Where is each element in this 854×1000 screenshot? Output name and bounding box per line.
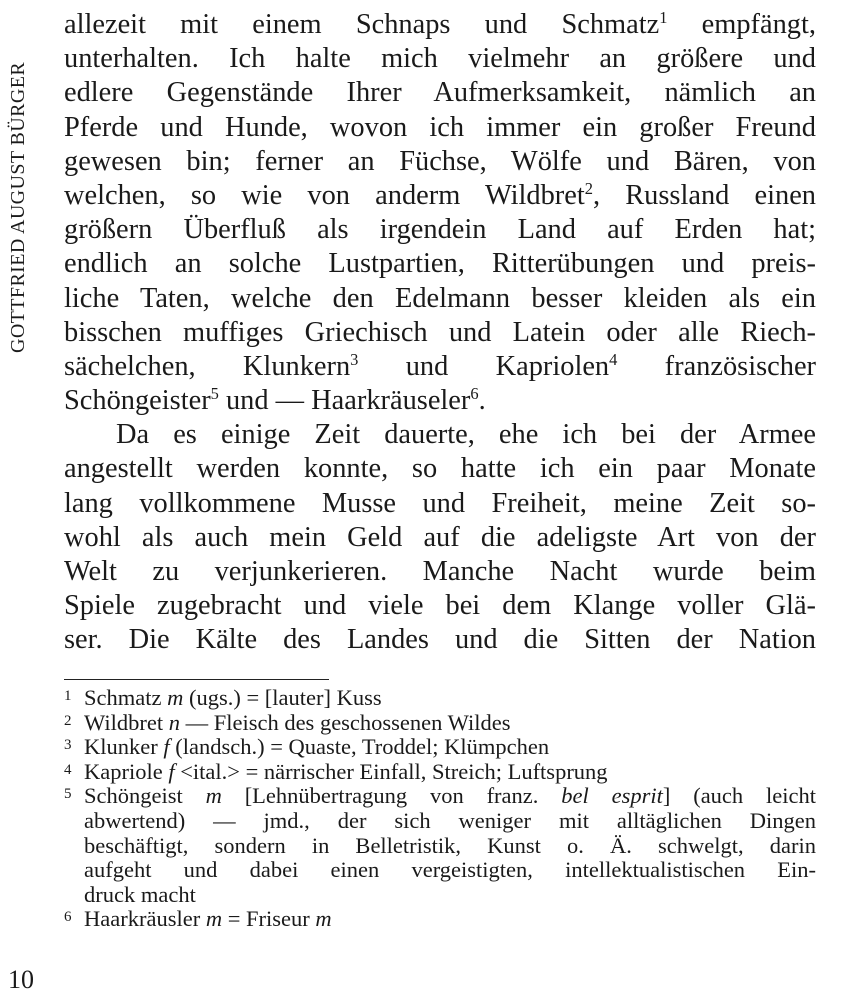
footnote-2 (64, 711, 816, 736)
footnote-text: Klunker f (landsch.) = Quaste, Troddel; Klümpchen (84, 734, 550, 760)
text-line: gewesen bin; ferner an Füchse, Wölfe und Bären, von (64, 145, 816, 177)
body-text (64, 8, 816, 658)
text-line: Spiele zugebracht und viele bei dem Klange voller Glä- (64, 590, 816, 622)
footnote-number: 4 (64, 761, 72, 778)
footnote-ref[interactable]: 2 (584, 178, 593, 198)
footnote-number: 5 (64, 786, 72, 803)
footnote-text: abwertend) — jmd., der sich weniger mit alltäglichen Dingen (84, 807, 816, 833)
footnote-ref[interactable]: 4 (609, 349, 618, 369)
text-line: Schöngeister$^5$ und — Haarkräuseler$^6$. (64, 383, 486, 417)
text-line: wohl als auch mein Geld auf die adeligste Art von der (64, 521, 816, 553)
footnote-text: Schöngeist m [Lehnübertragung von franz. bel esprit] (auch leicht (84, 783, 816, 809)
footnotes (64, 686, 816, 932)
footnote-number: 6 (64, 909, 72, 926)
footnote-ref[interactable]: 6 (470, 383, 479, 403)
footnote-ref[interactable]: 5 (210, 383, 219, 403)
text-line: unterhalten. Ich halte mich vielmehr an größere und (64, 43, 816, 75)
footnote-text: aufgeht und dabei einen vergeistigten, intellektualistischen Ein- (84, 857, 816, 883)
footnote-5 (64, 784, 816, 907)
footnote-text: Kapriole f <ital.> = närrischer Einfall, Streich; Luftsprung (84, 758, 608, 784)
footnote-ref[interactable]: 1 (659, 7, 668, 27)
footnote-ref[interactable]: 3 (350, 349, 359, 369)
footnote-text: druck macht (84, 881, 196, 907)
footnote-divider (64, 679, 329, 680)
text-line: lang vollkommene Musse und Freiheit, meine Zeit so- (64, 487, 816, 519)
footnote-1 (64, 686, 816, 711)
footnote-text: Schmatz m (ugs.) = [lauter] Kuss (84, 685, 382, 710)
text-line: welchen, so wie von anderm Wildbret$^2$, Russland einen (64, 178, 816, 211)
text-line: liche Taten, welche den Edelmann besser kleiden als ein (64, 282, 816, 314)
footnote-number: 3 (64, 737, 72, 754)
footnote-4 (64, 760, 816, 785)
page-number: 10 (8, 965, 34, 994)
running-head (0, 8, 36, 353)
text-line: endlich an solche Lustpartien, Ritterübungen und preis- (64, 248, 816, 280)
footnote-3 (64, 735, 816, 760)
text-line: ser. Die Kälte des Landes und die Sitten der Nation (64, 624, 816, 656)
running-head-author: GOTTFRIED AUGUST BÜRGER (7, 61, 29, 353)
footnote-text: Haarkräusler m = Friseur m (84, 906, 332, 932)
footnote-text: beschäftigt, sondern in Belletristik, Kunst o. Ä. schwelgt, darin (84, 832, 816, 858)
text-line: allezeit mit einem Schnaps und Schmatz$^1$ empfängt, (64, 7, 816, 40)
footnote-number: 2 (64, 712, 72, 729)
text-line: angestellt werden konnte, so hatte ich ein paar Monate (64, 453, 816, 485)
text-line: bisschen muffiges Griechisch und Latein oder alle Riech- (64, 316, 816, 348)
text-line: Welt zu verjunkerieren. Manche Nacht wurde beim (64, 556, 816, 587)
text-line: Pferde und Hunde, wovon ich immer ein großer Freund (64, 111, 816, 143)
text-line: sächelchen, Klunkern$^3$ und Kapriolen$^4$ französischer (64, 349, 817, 382)
footnote-6 (64, 907, 816, 932)
text-line: größern Überfluß als irgendein Land auf Erden hat; (64, 214, 816, 246)
footnote-text: Wildbret n — Fleisch des geschossenen Wildes (84, 709, 511, 735)
footnote-number: 1 (64, 688, 72, 704)
text-line: edlere Gegenstände Ihrer Aufmerksamkeit, nämlich an (64, 77, 816, 109)
text-line: Da es einige Zeit dauerte, ehe ich bei der Armee (116, 419, 816, 451)
